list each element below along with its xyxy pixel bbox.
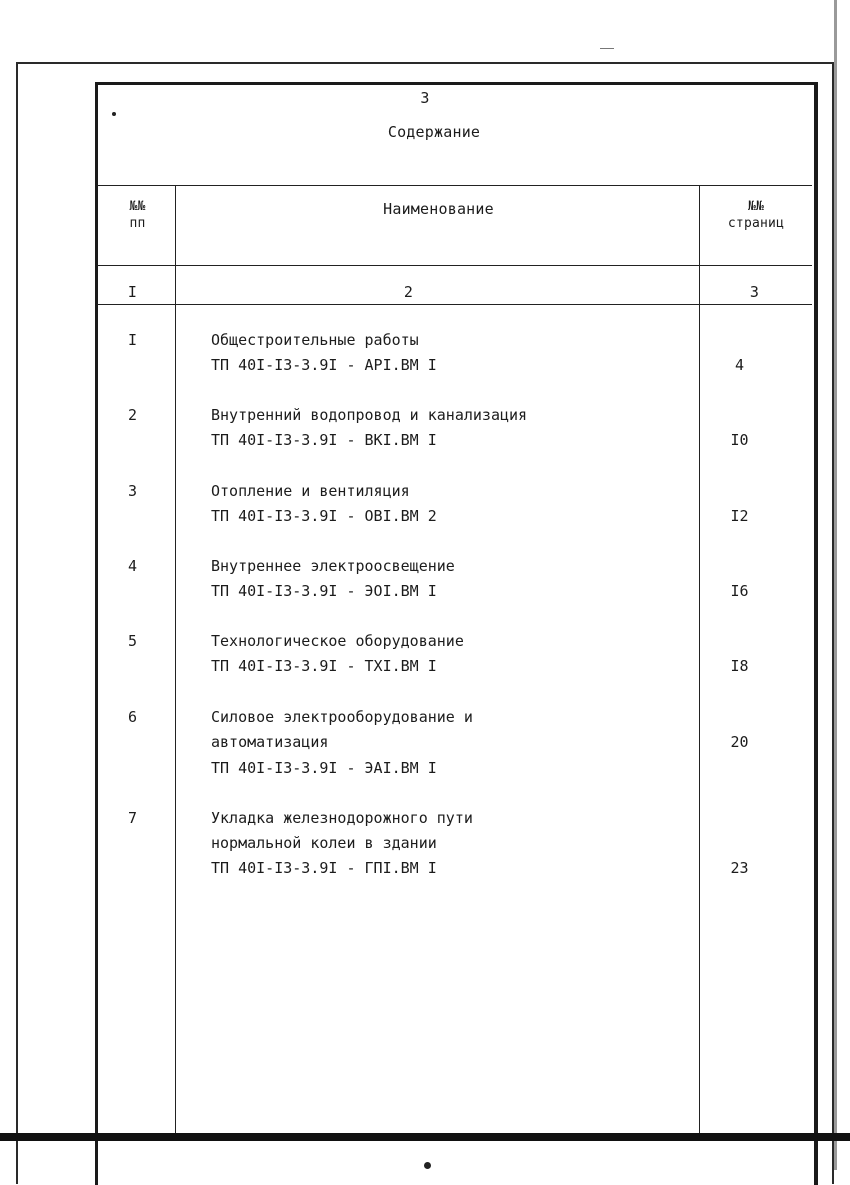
row-number: 7 xyxy=(127,809,138,827)
row-code-line: ТП 40I-I3-3.9I - ВКI.ВМ I xyxy=(211,431,437,449)
row-page: I8 xyxy=(730,657,749,675)
row-name-line: Общестроительные работы xyxy=(211,331,419,349)
row-name-line: Внутреннее электроосвещение xyxy=(211,557,455,575)
row-name-line: Технологическое оборудование xyxy=(211,632,464,650)
row-name-line: Внутренний водопровод и канализация xyxy=(211,406,528,424)
scan-edge xyxy=(834,0,837,1170)
row-code-line: ТП 40I-I3-3.9I - ТХI.ВМ I xyxy=(211,657,437,675)
row-number: 5 xyxy=(127,632,138,650)
row-page: I0 xyxy=(730,431,749,449)
table-top-rule xyxy=(97,185,812,186)
row-code-line: ТП 40I-I3-3.9I - ЭАI.ВМ I xyxy=(211,759,437,777)
header-number: №№ пп xyxy=(129,199,146,231)
scan-dot xyxy=(424,1162,431,1169)
column-number: 2 xyxy=(403,283,414,301)
header-name: Наименование xyxy=(383,200,494,218)
row-name-line: Силовое электрооборудование и xyxy=(211,708,473,726)
column-divider-1 xyxy=(175,185,176,1140)
row-code-line: ТП 40I-I3-3.9I - ЭОI.ВМ I xyxy=(211,582,437,600)
row-code-line: ТП 40I-I3-3.9I - АРI.ВМ I xyxy=(211,356,437,374)
header-rule xyxy=(97,265,812,266)
row-number: 3 xyxy=(127,482,138,500)
row-page: 4 xyxy=(734,356,745,374)
column-number: I xyxy=(127,283,138,301)
row-number: 6 xyxy=(127,708,138,726)
column-number: 3 xyxy=(749,283,760,301)
header-page: №№ страниц xyxy=(727,199,785,231)
document-title: Содержание xyxy=(387,123,481,141)
row-code-line: ТП 40I-I3-3.9I - ГПI.ВМ I xyxy=(211,859,437,877)
scan-dot xyxy=(112,112,116,116)
row-name-line: автоматизация xyxy=(211,733,329,751)
row-code-line: ТП 40I-I3-3.9I - ОВI.ВМ 2 xyxy=(211,507,437,525)
row-page: 20 xyxy=(730,733,749,751)
row-number: I xyxy=(127,331,138,349)
row-number: 2 xyxy=(127,406,138,424)
page-number: 3 xyxy=(420,89,430,107)
row-name-line: Отопление и вентиляция xyxy=(211,482,410,500)
row-page: I6 xyxy=(730,582,749,600)
column-divider-2 xyxy=(699,185,700,1140)
row-name-line: нормальной колеи в здании xyxy=(211,834,437,852)
row-name-line: Укладка железнодорожного пути xyxy=(211,809,473,827)
row-page: 23 xyxy=(730,859,749,877)
scan-bottom-band xyxy=(0,1133,850,1141)
row-number: 4 xyxy=(127,557,138,575)
scan-mark xyxy=(600,48,614,49)
row-page: I2 xyxy=(730,507,749,525)
